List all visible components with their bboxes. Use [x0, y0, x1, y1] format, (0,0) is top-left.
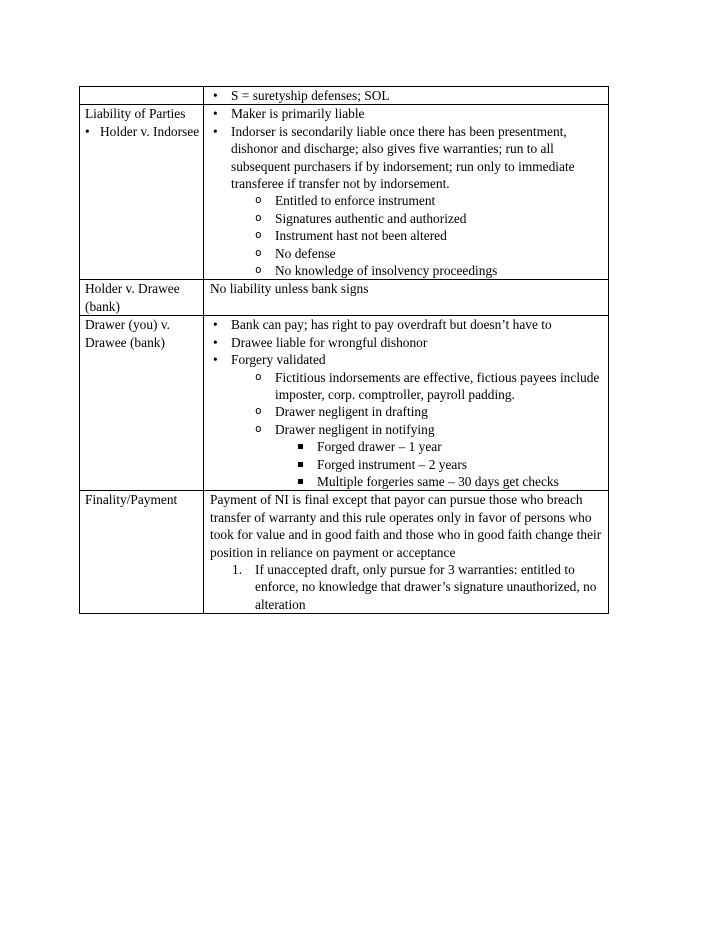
notes-table [79, 86, 609, 614]
row-content-cell [204, 280, 609, 316]
row-label: Holder v. Drawee (bank) [85, 281, 180, 314]
table-row [80, 105, 609, 280]
row-content-cell [204, 105, 609, 280]
table-row [80, 316, 609, 491]
bullet-item: • Drawee liable for wrongful dishonor [210, 334, 608, 351]
table-row [80, 87, 609, 105]
row-label-cell [80, 280, 204, 316]
sub-bullet-item: o Drawer negligent in notifying [210, 421, 608, 438]
row-label-bullet: • Holder v. Indorsee [85, 123, 203, 140]
bullet-item: • S = suretyship defenses; SOL [210, 87, 608, 104]
row-content-cell [204, 491, 609, 614]
row-label-cell [80, 105, 204, 280]
row-label-cell [80, 491, 204, 614]
row-text: No liability unless bank signs [210, 281, 369, 297]
square-bullet-item: Multiple forgeries same – 30 days get checks [210, 473, 608, 490]
bullet-item: • Maker is primarily liable [210, 105, 608, 122]
bullet-item: • Bank can pay; has right to pay overdraft but doesn’t have to [210, 316, 608, 333]
row-content-cell [204, 316, 609, 491]
row-label: Finality/Payment [85, 492, 178, 508]
row-label: Drawer (you) v. Drawee (bank) [85, 317, 171, 350]
square-bullet-item: Forged instrument – 2 years [210, 456, 608, 473]
square-bullet-item: Forged drawer – 1 year [210, 438, 608, 455]
row-label: Liability of Parties [85, 106, 186, 122]
bullet-item: • Forgery validated [210, 351, 608, 368]
sub-bullet-item: o Signatures authentic and authorized [210, 210, 608, 227]
bullet-item: • Indorser is secondarily liable once there has been presentment, dishonor and discharge; also gives five warranties; run to all subsequent purchasers if by indorsement; run only to immediate transferee if transfer not by indorsement. [210, 123, 608, 193]
row-label-cell [80, 316, 204, 491]
sub-bullet-item: o No defense [210, 245, 608, 262]
row-content-cell [204, 87, 609, 105]
sub-bullet-item: o Drawer negligent in drafting [210, 403, 608, 420]
table-row [80, 491, 609, 614]
sub-bullet-item: o Entitled to enforce instrument [210, 192, 608, 209]
sub-bullet-item: o Instrument hast not been altered [210, 227, 608, 244]
sub-bullet-item: o No knowledge of insolvency proceedings [210, 262, 608, 279]
row-label-cell [80, 87, 204, 105]
numbered-item: 1. If unaccepted draft, only pursue for 3 warranties: entitled to enforce, no knowledge that drawer’s signature unauthorized, no alteration [210, 561, 608, 613]
sub-bullet-item: o Fictitious indorsements are effective, fictious payees include imposter, corp. comptroller, payroll padding. [210, 369, 608, 404]
table-row [80, 280, 609, 316]
row-text: Payment of NI is final except that payor can pursue those who breach transfer of warranty and this rule operates only in favor of persons who took for value and in good faith and those who in good faith change their position in reliance on payment or acceptance [210, 492, 602, 560]
